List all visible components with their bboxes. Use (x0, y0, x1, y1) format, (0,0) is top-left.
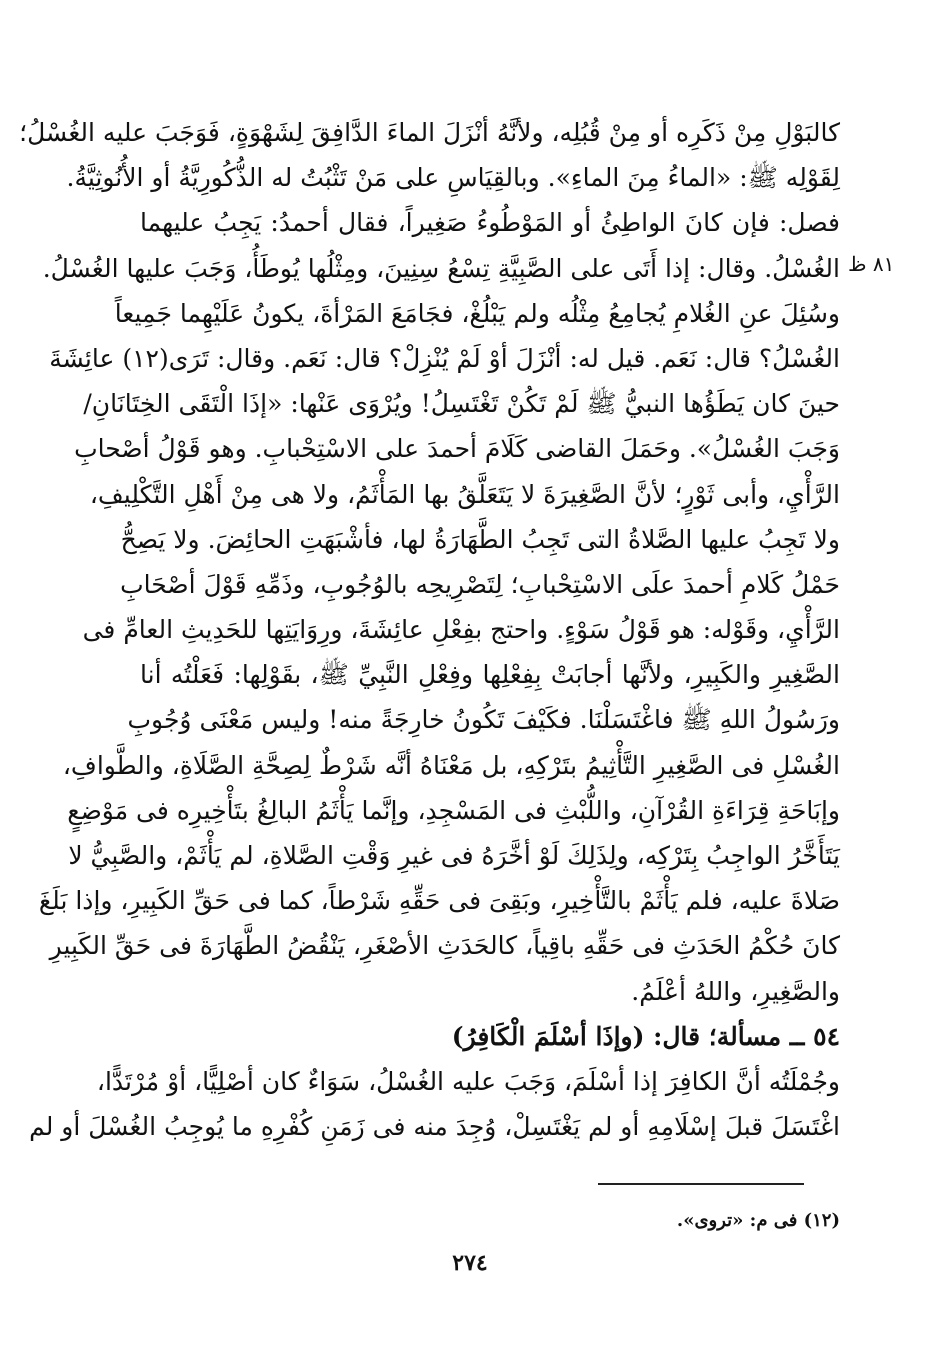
text-line-13: الصَّغِيرِ والكَبِيرِ، ولأنَّها أجابَتْ بِفِعْلِها وفِعْلِ النَّبِيِّ ﷺ، بقَوْلِها: فَعَلْتُه أنا (140, 660, 840, 690)
text-line-19: كانَ حُكْمُ الحَدَثِ فى حَقِّهِ باقِياً، كالحَدَثِ الأصْغَرِ، يَنْقُضُ الطَّهَارَةَ فى حَقِّ الكَبِيرِ (49, 931, 840, 961)
text-line-5: وسُئِلَ عنِ الغُلامِ يُجامِعُ مِثْلُه ولم يَبْلُغْ، فجَامَعَ المَرْأةَ، يكونُ عَلَيْهِما جَمِيعاً (114, 298, 840, 328)
text-line-7: حينَ كان يَطَؤُها النبيُّ ﷺ لَمْ تَكُنْ تَغْتَسِلُ! ويُرْوَى عَنْها: «إذَا الْتَقَى الخِتَانَانِ/ (83, 389, 840, 419)
text-line-4: الغُسْلُ. وقال: إذا أَتَى على الصَّبِيَّةِ تِسْعُ سِنِينَ، ومِثْلُها يُوطَأُ، وَجَبَ عليها الغُسْلُ. (42, 253, 840, 283)
text-line-22: وجُمْلَتُه أنَّ الكافِرَ إذا أسْلَمَ، وَجَبَ عليه الغُسْلُ، سَوَاءٌ كان أصْلِيًّا، أوْ مُرْتَدًّا، (96, 1066, 840, 1096)
text-line-23: اغْتَسَلَ قبلَ إسْلَامِهِ أو لم يَغْتَسِلْ، وُجِدَ منه فى زَمَنِ كُفْرِهِ ما يُوجِبُ الغُسْلَ أو لم (29, 1112, 840, 1142)
text-line-11: حَمْلُ كَلامِ أحمدَ علَى الاسْتِحْبابِ؛ لِتَصْرِيحِه بالوُجُوبِ، وذَمِّهِ قَوْلَ أصْحَابِ (120, 569, 840, 599)
main-text (19, 110, 840, 1149)
footnote: (١٢) فى م: «تروى». (676, 1210, 840, 1231)
text-line-12: الرَّأْيِ، وقَوْله: هو قَوْلُ سَوْءٍ. واحتج بفِعْلِ عائِشَةَ، ورِوَايَتِها للحَدِيثِ العامِّ فى (82, 615, 840, 645)
margin-folio-reference: ٨١ ظ (848, 252, 895, 276)
text-line-9: الرَّأْيِ، وأبى ثَوْرٍ؛ لأنَّ الصَّغِيرَةَ لا يَتَعَلَّقُ بها المَأْثَمُ، ولا هى مِنْ أَهْلِ التَّكْلِيفِ، (89, 479, 840, 509)
text-line-16: وإبَاحَةِ قِرَاءَةِ القُرْآنِ، واللُّبْثِ فى المَسْجِدِ، وإنَّما يَأْثَمُ البالِغُ بتَأْخِيرِه فى مَوْضِعٍ (67, 795, 840, 825)
text-line-8: وَجَبَ الغُسْلُ». وحَمَلَ القاضى كَلَامَ أحمدَ على الاسْتِحْبابِ. وهو قَوْلُ أصْحابِ (74, 434, 840, 464)
text-line-18: صَلاةَ عليه، فلم يَأْثَمْ بالتَّأْخِيرِ، وبَقِىَ فى حَقِّهِ شَرْطاً، كما فى حَقِّ الكَبِيرِ، وإذا بَلَغَ (38, 886, 840, 916)
text-line-1: كالبَوْلِ مِنْ ذَكَرِه أو مِنْ قُبُلِه، ولأنَّهُ أنْزَلَ الماءَ الدَّافِقَ لِشَهْوَةٍ، فَوَجَبَ عليه الغُسْلُ؛ (19, 118, 840, 147)
text-line-2: لِقَوْلِه ﷺ: «الماءُ مِنَ الماءِ». وبالقِيَاسِ على مَنْ تَثْبُتُ له الذُّكُورِيَّةُ أو الأُنُوثِيَّةُ. (66, 163, 840, 193)
text-line-3-fasl: فصل: فإن كانَ الواطِئُ أو المَوْطُوءُ صَغِيراً، فقال أحمدُ: يَجِبُ عليهما (140, 208, 840, 238)
text-line-14: ورَسُولُ اللهِ ﷺ فاغْتَسَلْنَا. فكَيْفَ تَكُونُ خارِجَةً منه! وليس مَعْنَى وُجُوبِ (127, 705, 840, 735)
text-line-10: ولا تَجِبُ عليها الصَّلاةُ التى تَجِبُ الطَّهَارَةُ لها، فأشْبَهَتِ الحائِضَ. ولا يَصِحُّ (120, 524, 840, 554)
text-line-17: يَتَأَخَّرُ الواجِبُ بِتَرْكِه، ولِذَلِكَ لَوْ أخَّرَهُ فى غيرِ وَقْتِ الصَّلاةِ، لم يَأْثَمْ، والصَّبِيُّ لا (68, 841, 840, 870)
text-line-15: الغُسْلِ فى الصَّغِيرِ التَّأْثِيمُ بتَرْكِهِ، بل مَعْنَاهُ أنَّه شَرْطٌ لِصِحَّةِ الصَّلَاةِ، والطَّوافِ، (62, 750, 840, 780)
footnote-divider (598, 1183, 804, 1185)
text-line-20: والصَّغِيرِ، واللهُ أعْلَمُ. (631, 976, 840, 1006)
page-number: ٢٧٤ (452, 1250, 488, 1276)
section-heading: ٥٤ ــ مسألة؛ قال: (وإذَا أسْلَمَ الْكَافِرُ) (451, 1021, 840, 1051)
text-line-6: الغُسْلُ؟ قال: نَعَم. قيل له: أنْزَلَ أوْ لَمْ يُنْزِلْ؟ قال: نَعَم. وقال: تَرَى(١٢) عائِشَةَ (49, 343, 840, 373)
